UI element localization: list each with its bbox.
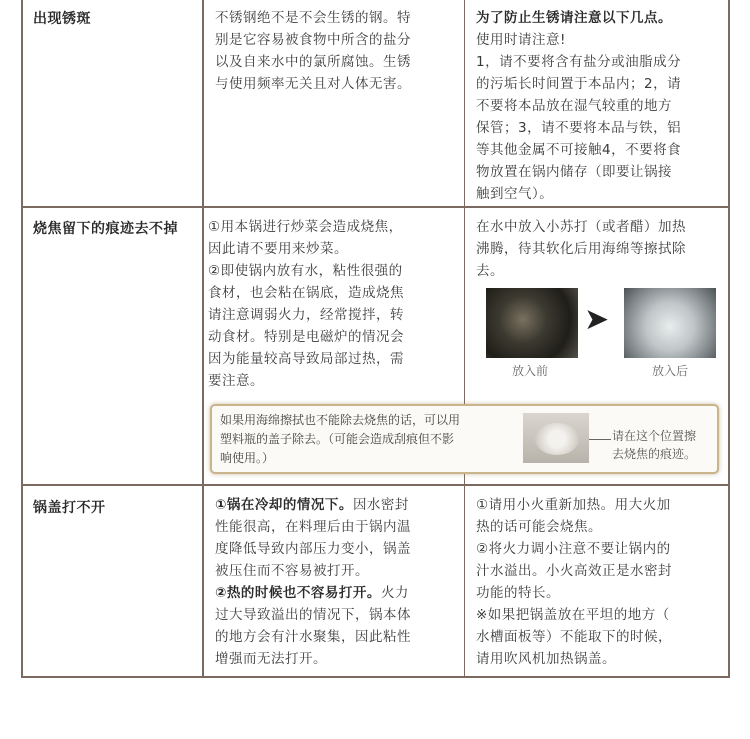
text-line: ②即使锅内放有水，粘性很强的 — [208, 263, 403, 279]
text-line: 汁水溢出。小火高效正是水密封 — [476, 563, 672, 579]
column-divider-2 — [464, 0, 465, 678]
text-line: 请用吹风机加热锅盖。 — [476, 651, 616, 667]
remedy-heading: 为了防止生锈请注意以下几点。 — [476, 10, 672, 26]
text-line: 不要将本品放在湿气较重的地方 — [476, 98, 672, 114]
tip-callout — [612, 427, 712, 463]
bottle-cap-photo — [523, 413, 589, 463]
row-divider-2 — [21, 484, 730, 486]
rust-remedy — [476, 7, 724, 205]
row-divider-1 — [21, 206, 730, 208]
lid-cause — [215, 494, 460, 670]
text-line: 响使用。） — [220, 451, 275, 465]
text-span: 因水密封 — [352, 497, 409, 513]
text-line: 1，请不要将含有盐分或油脂成分 — [476, 54, 682, 70]
burn-cause — [208, 216, 458, 392]
text-span: 火力 — [380, 585, 409, 601]
text-line: 增强而无法打开。 — [215, 651, 327, 667]
text-line: 动食材。特别是电磁炉的情况会 — [208, 329, 404, 345]
text-line: 沸腾，待其软化后用海绵等擦拭除 — [476, 241, 686, 257]
rust-cause — [215, 7, 455, 95]
row-label-rust: 出现锈斑 — [33, 11, 91, 27]
caption-before: 放入前 — [512, 364, 549, 378]
text-line — [215, 582, 460, 604]
tip-text — [220, 411, 512, 468]
text-line: 因为能量较高导致局部过热，需 — [208, 351, 404, 367]
text-line: 在水中放入小苏打（或者醋）加热 — [476, 219, 686, 235]
text-line: 物放置在锅内储存（即要让锅接 — [476, 164, 672, 180]
burn-remedy — [476, 216, 726, 282]
table-border-right — [728, 0, 730, 678]
text-line: 度降低导致内部压力变小，锅盖 — [215, 541, 411, 557]
cause-1-heading: ①锅在冷却的情况下。 — [215, 497, 353, 513]
text-line: 请注意调弱火力，经常搅拌，转 — [208, 307, 404, 323]
text-line: 去。 — [476, 263, 504, 279]
text-line: ②将火力调小注意不要让锅内的 — [476, 541, 671, 557]
lid-remedy — [476, 494, 726, 670]
cause-2-heading: ②热的时候也不容易打开。 — [215, 585, 381, 601]
table-border-left — [21, 0, 23, 678]
text-line: 别是它容易被食物中所含的盐分 — [215, 32, 411, 48]
text-line: 热的话可能会烧焦。 — [476, 519, 602, 535]
table-border-bottom — [21, 676, 730, 678]
row-label-lid-stuck: 锅盖打不开 — [33, 500, 106, 516]
text-line: ①请用小火重新加热。用大火加 — [476, 497, 671, 513]
text-line: 的污垢长时间置于本品内；2，请 — [476, 76, 682, 92]
arrow-right-icon: ➤ — [584, 302, 610, 337]
text-line: 要注意。 — [208, 373, 264, 389]
tip-box — [210, 404, 719, 474]
text-line: 过大导致溢出的情况下，锅本体 — [215, 607, 411, 623]
text-line: ①用本锅进行炒菜会造成烧焦， — [208, 219, 403, 235]
text-line: 不锈钢绝不是不会生锈的钢。特 — [215, 10, 411, 26]
text-line: 被压住而不容易被打开。 — [215, 563, 369, 579]
text-line: 与使用频率无关且对人体无害。 — [215, 76, 411, 92]
text-line: 塑料瓶的盖子除去。（可能会造成刮痕但不影 — [220, 432, 455, 446]
row-label-burn-marks: 烧焦留下的痕迹去不掉 — [33, 221, 178, 237]
text-line: 请在这个位置擦 — [612, 429, 697, 443]
text-line: 以及自来水中的氯所腐蚀。生锈 — [215, 54, 411, 70]
text-line — [215, 494, 460, 516]
photo-before-cleaning — [486, 288, 578, 358]
text-line: ※如果把锅盖放在平坦的地方（ — [476, 607, 670, 623]
text-line: 食材，也会粘在锅底，造成烧焦 — [208, 285, 404, 301]
text-line: 水槽面板等）不能取下的时候， — [476, 629, 672, 645]
text-line: 因此请不要用来炒菜。 — [208, 241, 348, 257]
text-line: 使用时请注意! — [476, 32, 566, 48]
text-line: 保管；3，请不要将本品与铁，铝 — [476, 120, 682, 136]
bottle-cap-shape — [535, 423, 579, 455]
text-line: 如果用海绵擦拭也不能除去烧焦的话，可以用 — [220, 413, 461, 427]
text-line: 的地方会有汁水聚集，因此粘性 — [215, 629, 411, 645]
caption-after: 放入后 — [652, 364, 689, 378]
column-divider-1 — [202, 0, 204, 678]
text-line: 去烧焦的痕迹。 — [612, 447, 697, 461]
text-line: 等其他金属不可接触4，不要将食 — [476, 142, 682, 158]
text-line: 触到空气）。 — [476, 186, 554, 202]
text-line: 功能的特长。 — [476, 585, 560, 601]
text-line: 性能很高，在料理后由于锅内温 — [215, 519, 411, 535]
troubleshooting-table — [21, 0, 730, 678]
photo-after-cleaning — [624, 288, 716, 358]
leader-line — [589, 439, 611, 440]
